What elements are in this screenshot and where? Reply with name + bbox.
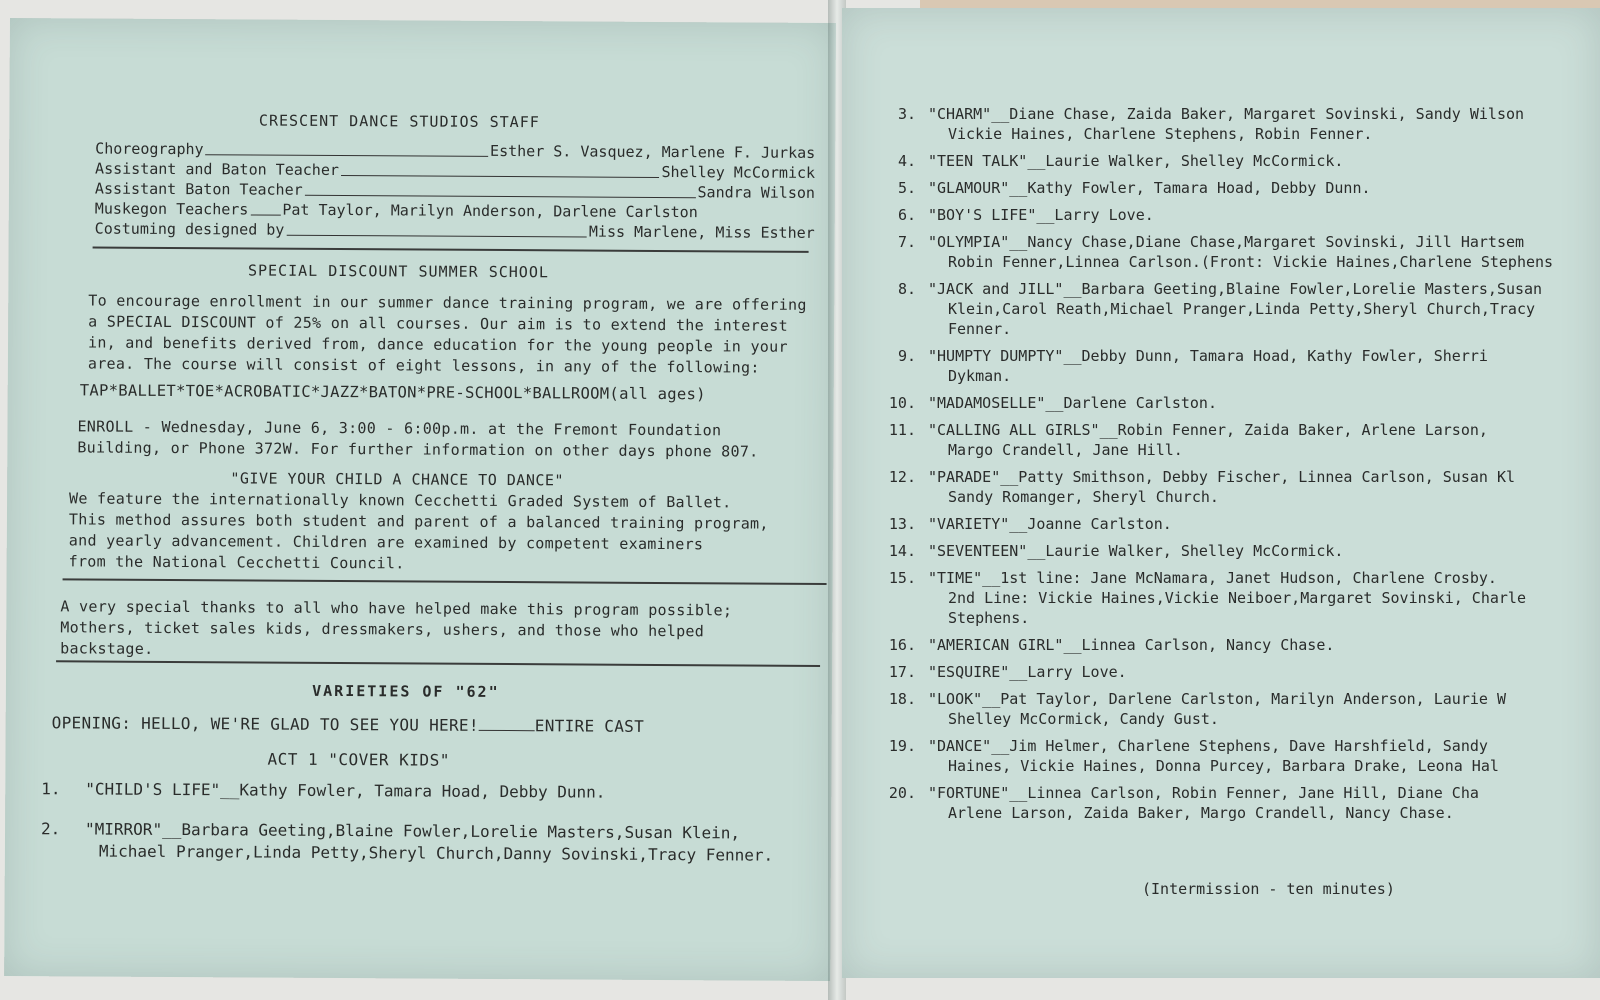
list-item: 5. "GLAMOUR"__Kathy Fowler, Tamara Hoad, Debby Dunn. [897,179,1371,197]
discount-text: To encourage enrollment in our summer dance training program, we are offering a SPECIAL DISCOUNT of 25% on all courses. Our aim is to extend the interest in, and benefits derived from, dance education for the young people in your area. The course will consist of eight lessons, in any of the following: [87,291,807,377]
divider [93,247,809,253]
list-item: 6. "BOY'S LIFE"__Larry Love. [897,206,1154,224]
list-item: 4. "TEEN TALK"__Laurie Walker, Shelley McCormick. [897,152,1344,170]
discount-heading: SPECIAL DISCOUNT SUMMER SCHOOL [247,261,549,282]
staff-list [95,139,816,243]
list-item: 2. "MIRROR"__Barbara Geeting,Blaine Fowler,Lorelie Masters,Susan Klein, Michael Pranger,Linda Petty,Sheryl Church,Danny Sovinski,Tracy Fenner. [40,819,774,865]
staff-row: Choreography Esther S. Vasquez, Marlene F. Jurkas [95,139,816,162]
program-title: VARIETIES OF "62" [312,681,500,702]
list-item: 10. "MADAMOSELLE"__Darlene Carlston. [888,394,1217,412]
list-item: 18. "LOOK"__Pat Taylor, Darlene Carlston, Marilyn Anderson, Laurie W Shelley McCormick, Candy Gust. [888,690,1506,728]
list-item: 13. "VARIETY"__Joanne Carlston. [888,515,1172,533]
list-item: 9. "HUMPTY DUMPTY"__Debby Dunn, Tamara Hoad, Kathy Fowler, Sherri Dykman. [897,347,1488,385]
list-item: 12. "PARADE"__Patty Smithson, Debby Fischer, Linnea Carlson, Susan Kl Sandy Romanger, Sheryl Church. [888,468,1515,506]
list-item: 1. "CHILD'S LIFE"__Kathy Fowler, Tamara Hoad, Debby Dunn. [41,779,606,802]
list-item: 11. "CALLING ALL GIRLS"__Robin Fenner, Zaida Baker, Arlene Larson, Margo Crandell, Jane Hill. [888,421,1488,459]
staff-heading: CRESCENT DANCE STUDIOS STAFF [258,111,540,132]
list-item: 19. "DANCE"__Jim Helmer, Charlene Stephens, Dave Harshfield, Sandy Haines, Vickie Haines, Donna Purcey, Barbara Drake, Leona Hal [888,737,1499,775]
right-page [842,8,1600,978]
cecchetti-heading: "GIVE YOUR CHILD A CHANCE TO DANCE" [230,469,565,490]
program-list-right [876,104,1600,830]
program-list-left [41,778,832,873]
staff-row: Muskegon Teachers Pat Taylor, Marilyn Anderson, Darlene Carlston [94,199,698,222]
staff-row: Assistant Baton Teacher Sandra Wilson [94,179,816,202]
list-item: 20. "FORTUNE"__Linnea Carlson, Robin Fenner, Jane Hill, Diane Cha Arlene Larson, Zaida Baker, Margo Crandell, Nancy Chase. [888,784,1479,822]
list-item: 17. "ESQUIRE"__Larry Love. [888,663,1127,681]
list-item: 15. "TIME"__1st line: Jane McNamara, Janet Hudson, Charlene Crosby. 2nd Line: Vickie Haines,Vickie Neiboer,Margaret Sovinski, Charle Stephens. [888,569,1526,627]
list-item: 8. "JACK and JILL"__Barbara Geeting,Blaine Fowler,Lorelie Masters,Susan Klein,Carol Reath,Michael Pranger,Linda Petty,Sheryl Church,Tracy Fenner. [897,280,1543,338]
cecchetti-text: We feature the internationally known Cecchetti Graded System of Ballet. This method assures both student and parent of a balanced training program, and yearly advancement. Children are examined by competent examiners from the National Cecchetti Council. [68,489,769,573]
list-item: 7. "OLYMPIA"__Nancy Chase,Diane Chase,Margaret Sovinski, Jill Hartsem Robin Fenner,Linnea Carlson.(Front: Vickie Haines,Charlene Stephens [897,233,1554,271]
list-item: 3. "CHARM"__Diane Chase, Zaida Baker, Margaret Sovinski, Sandy Wilson Vickie Haines, Charlene Stephens, Robin Fenner. [897,105,1525,143]
staff-row: Assistant and Baton Teacher Shelley McCormick [95,159,816,182]
opening-line: OPENING: HELLO, WE'RE GLAD TO SEE YOU HERE! ENTIRE CAST [51,713,645,736]
enroll-text: ENROLL - Wednesday, June 6, 3:00 - 6:00p.m. at the Fremont Foundation Building, or Phone 372W. For further information on other days phone 807. [77,417,759,461]
act-heading: ACT 1 "COVER KIDS" [267,749,450,770]
divider [63,578,827,585]
list-item: 16. "AMERICAN GIRL"__Linnea Carlson, Nancy Chase. [888,636,1335,654]
staff-row: Costuming designed by Miss Marlene, Miss Esther [94,219,815,242]
left-page [4,18,836,981]
list-item: 14. "SEVENTEEN"__Laurie Walker, Shelley McCormick. [888,542,1344,560]
thanks-text: A very special thanks to all who have helped make this program possible; Mothers, ticket sales kids, dressmakers, ushers, and those who helped backstage. [60,597,733,658]
intermission-note: (Intermission - ten minutes) [1142,880,1395,898]
courses-list: TAP*BALLET*TOE*ACROBATIC*JAZZ*BATON*PRE-SCHOOL*BALLROOM(all ages) [79,381,706,404]
